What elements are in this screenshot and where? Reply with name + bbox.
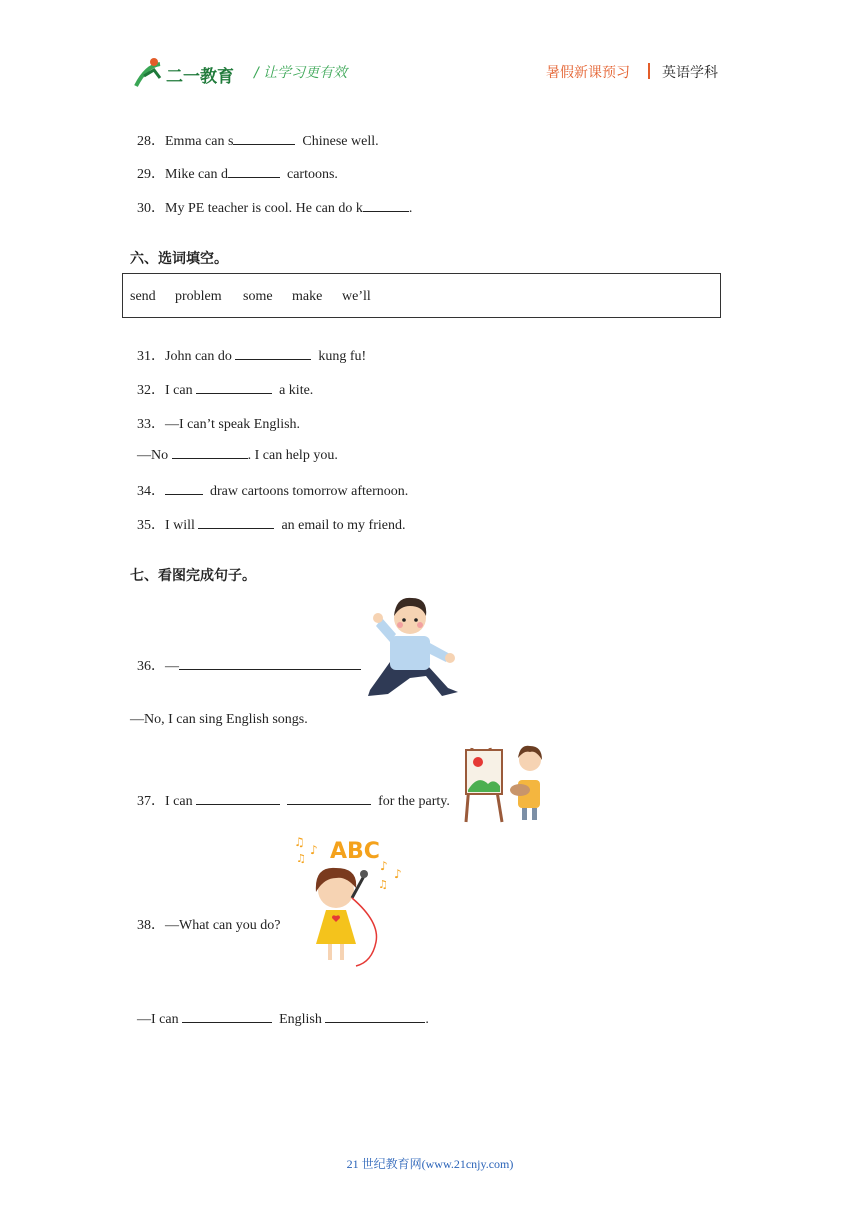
word-make: make	[292, 289, 323, 304]
svg-text:♪: ♪	[310, 843, 318, 857]
question-30: 30．My PE teacher is cool. He can do k .	[137, 201, 413, 216]
question-38-answer: —I can English .	[137, 1012, 429, 1027]
question-36: 36．—	[130, 639, 361, 675]
svg-text:♪: ♪	[380, 859, 388, 873]
question-35: 35．I will an email to my friend.	[137, 518, 406, 533]
question-28: 28．Emma can s Chinese well.	[137, 134, 379, 149]
course-label: 暑假新课预习	[546, 65, 630, 81]
question-38: 38．—What can you do?	[137, 918, 281, 933]
question-33-reply: —No . I can help you.	[137, 448, 338, 463]
question-29: 29．Mike can d cartoons.	[137, 167, 338, 182]
question-37: 37．I can for the party.	[137, 794, 450, 809]
subject-label: 英语学科	[662, 65, 718, 81]
question-36-answer: —No, I can sing English songs.	[130, 712, 308, 727]
svg-text:♫: ♫	[294, 835, 305, 849]
question-34: 34． draw cartoons tomorrow afternoon.	[137, 484, 409, 499]
svg-text:♪: ♪	[394, 867, 402, 881]
kung-fu-boy-illustration	[362, 592, 466, 700]
question-32: 32．I can a kite.	[137, 383, 314, 398]
word-some: some	[243, 289, 273, 304]
word-problem: problem	[175, 289, 222, 304]
footer-text: 21 世纪教育网(www.21cnjy.com)	[346, 1157, 514, 1171]
singing-girl-illustration	[290, 832, 410, 978]
section-6-heading: 六、选词填空。	[130, 251, 228, 267]
word-well: we’ll	[342, 289, 371, 304]
svg-text:♫: ♫	[296, 852, 306, 865]
abc-label: ABC	[330, 839, 380, 864]
word-send: send	[130, 289, 156, 304]
logo-text: 二一教育	[166, 67, 234, 87]
slogan: / 让学习更有效	[254, 65, 348, 81]
header-divider	[648, 63, 650, 79]
section-7-heading: 七、看图完成句子。	[130, 568, 256, 584]
question-31: 31．John can do kung fu!	[137, 349, 367, 364]
painting-girl-illustration	[462, 738, 552, 824]
question-33: 33．—I can’t speak English.	[137, 417, 301, 432]
svg-text:♫: ♫	[378, 878, 388, 891]
